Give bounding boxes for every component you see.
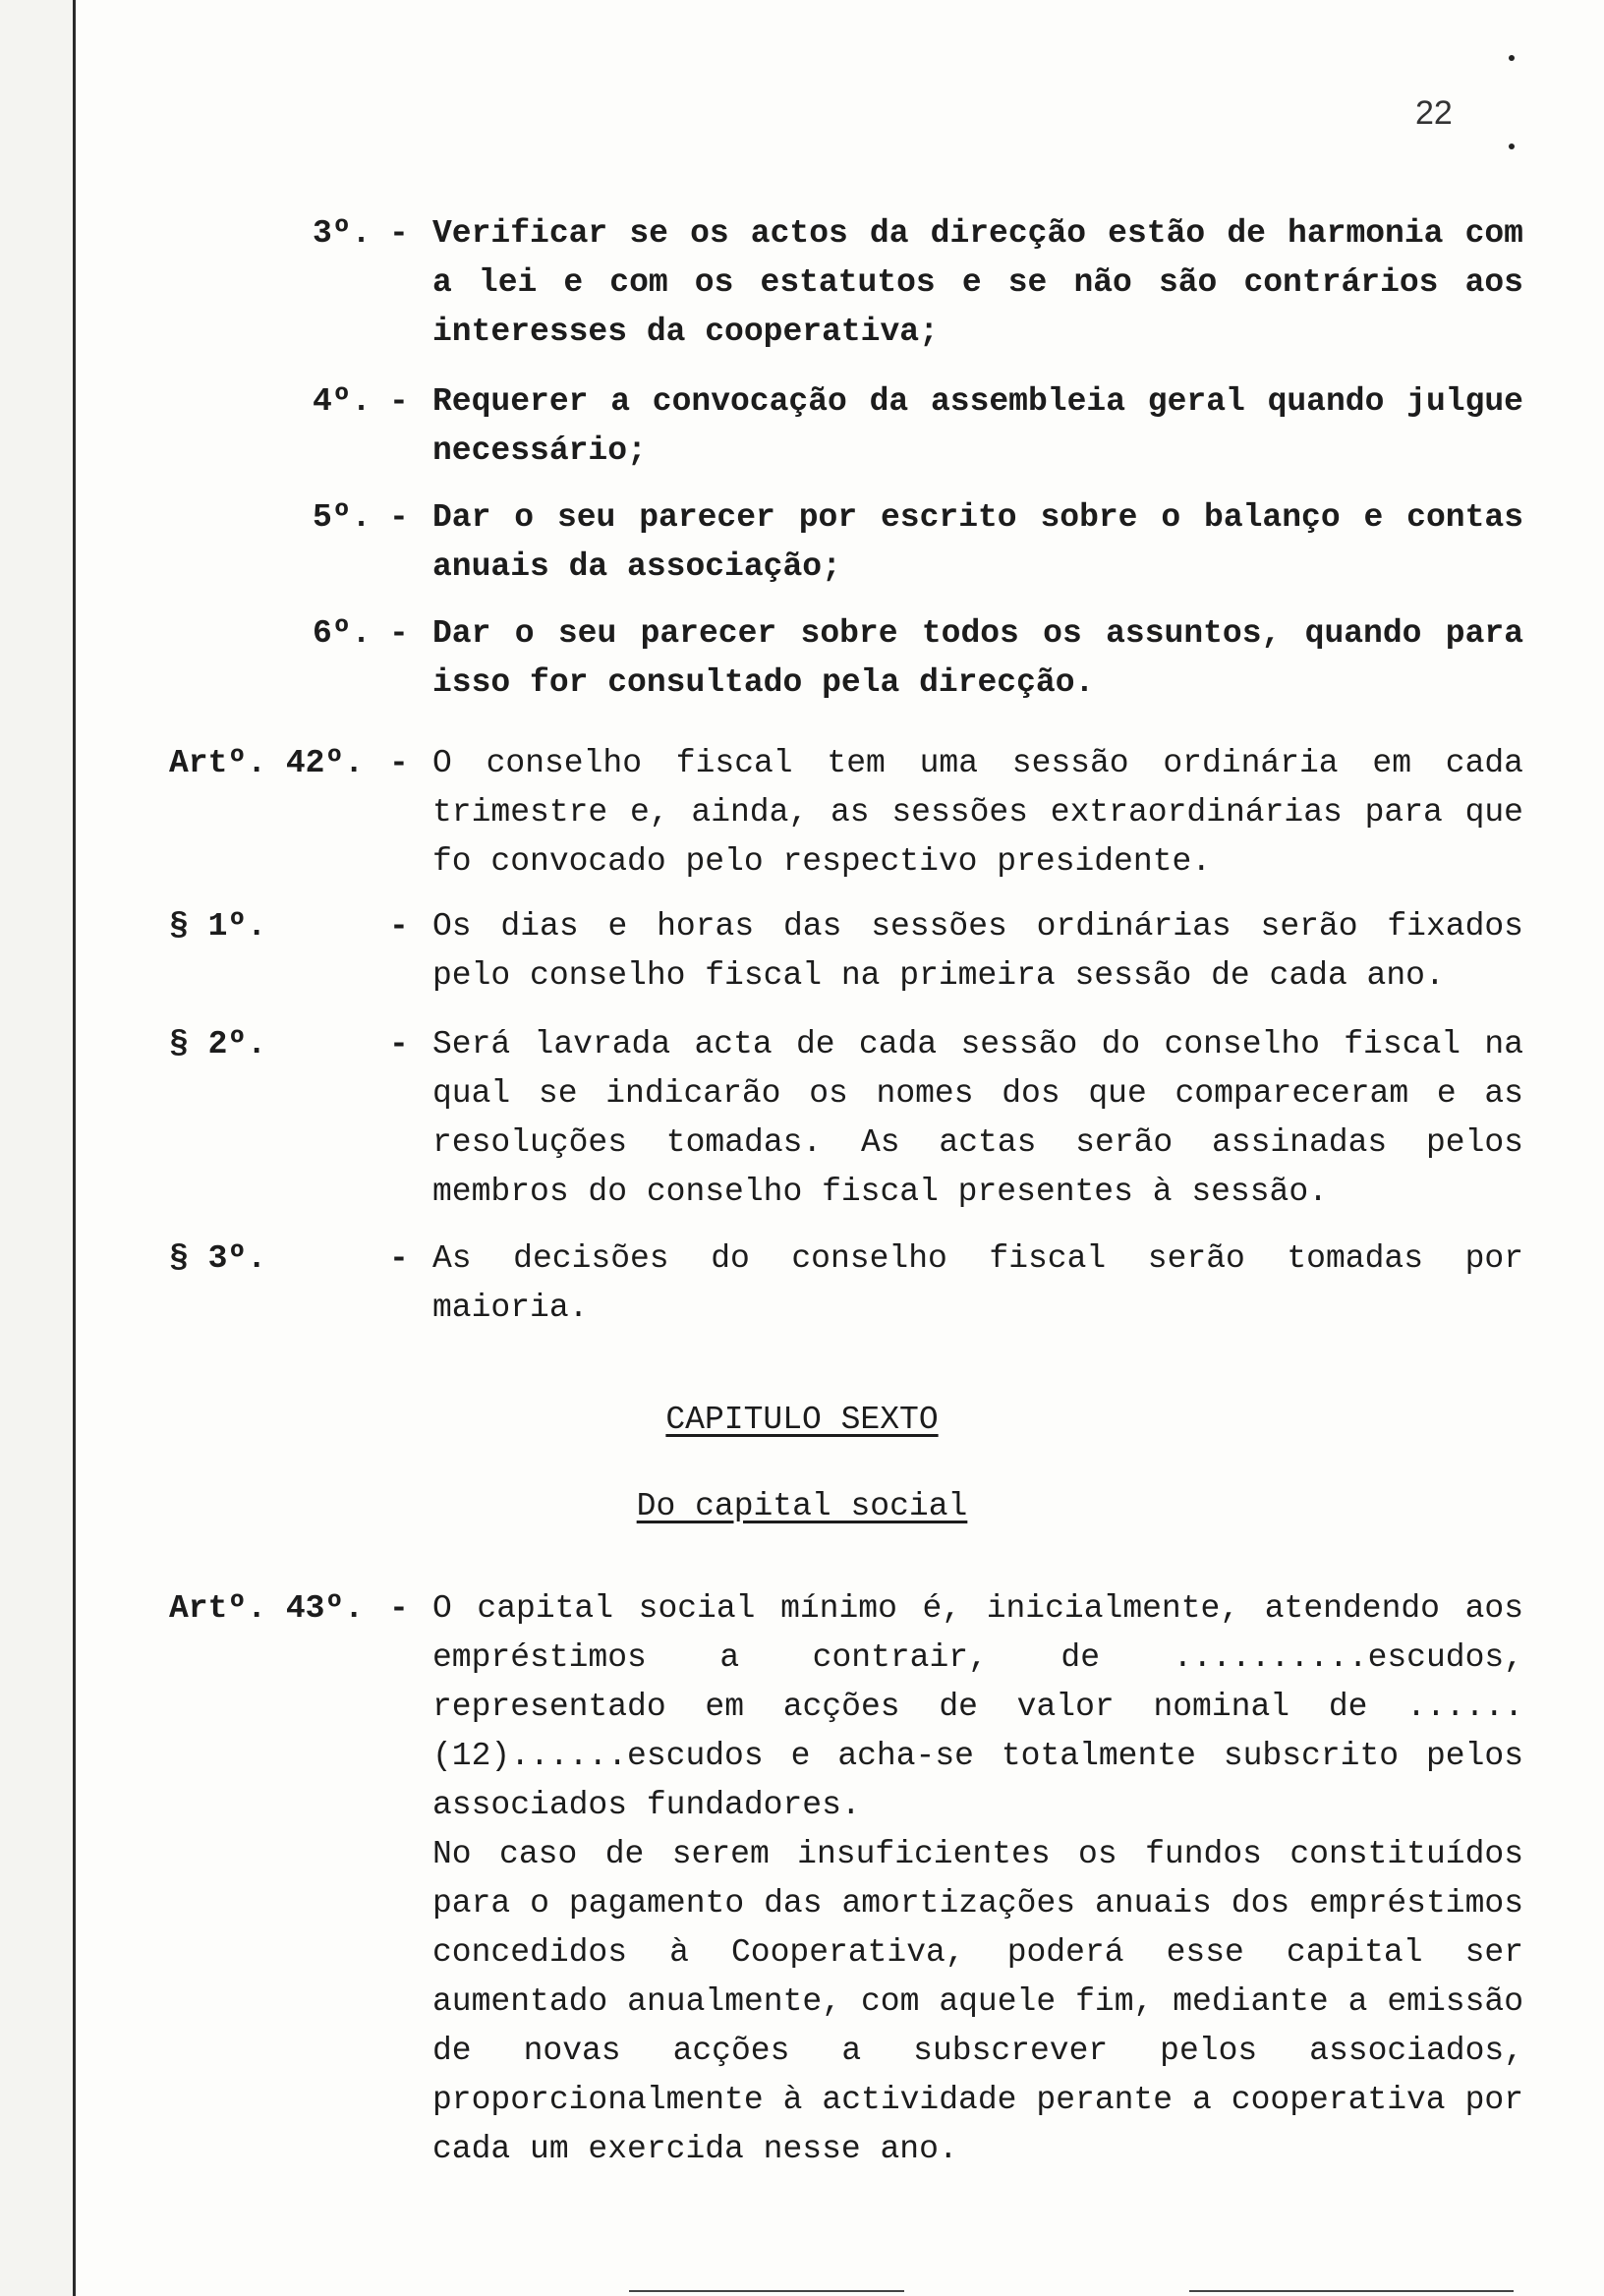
item-label: 4º. — [313, 383, 372, 420]
item-text: Requerer a convocação da assembleia geral quando julgue necessário; — [432, 383, 1523, 469]
item-dash: - — [389, 383, 409, 420]
page-binding-edge — [0, 0, 76, 2296]
item-dash: - — [389, 1240, 409, 1277]
item-dash: - — [389, 745, 409, 781]
footer-rule — [1189, 2290, 1514, 2292]
section-label: § 2º. — [169, 1026, 267, 1062]
item-dash: - — [389, 615, 409, 652]
section-text: Será lavrada acta de cada sessão do conselho fiscal na qual se indicarão os nomes dos que compareceram e as resoluções tomadas. As actas serão assinadas pelos membros do conselho fiscal presentes à sessão. — [432, 1026, 1523, 1210]
item-label: 5º. — [313, 499, 372, 536]
section-text: As decisões do conselho fiscal serão tomadas por maioria. — [432, 1240, 1523, 1326]
item-label: 3º. — [313, 215, 372, 252]
ink-speck — [1509, 144, 1515, 149]
chapter-title: CAPITULO SEXTO — [665, 1402, 939, 1438]
article-text: O conselho fiscal tem uma sessão ordinária em cada trimestre e, ainda, as sessões extraordinárias para que fo convocado pelo respectivo presidente. — [432, 745, 1523, 880]
item-dash: - — [389, 215, 409, 252]
page-number: 22 — [1415, 94, 1453, 132]
item-dash: - — [389, 1590, 409, 1627]
article-label: Artº. 43º. — [169, 1590, 365, 1627]
footer-rule — [629, 2290, 904, 2292]
article-label: Artº. 42º. — [169, 745, 365, 781]
article-text: O capital social mínimo é, inicialmente, atendendo aos empréstimos a contrair, de ..........escudos, representado em acções de valor nominal de ......(12)......escudos e acha-se totalmente subscrito pelos associados fundadores. — [432, 1590, 1523, 1823]
item-text: Dar o seu parecer sobre todos os assuntos, quando para isso for consultado pela direcção. — [432, 615, 1523, 701]
section-text: Os dias e horas das sessões ordinárias serão fixados pelo conselho fiscal na primeira sessão de cada ano. — [432, 908, 1523, 994]
section-label: § 1º. — [169, 908, 267, 945]
ink-speck — [1509, 55, 1515, 61]
item-label: 6º. — [313, 615, 372, 652]
item-text: Dar o seu parecer por escrito sobre o balanço e contas anuais da associação; — [432, 499, 1523, 585]
article-text-continued: No caso de serem insuficientes os fundos constituídos para o pagamento das amortizações anuais dos empréstimos concedidos à Cooperativa, poderá esse capital ser aumentado anualmente, com aquele fim, mediante a emissão de novas acções a subscrever pelos associados, proporcionalmente à actividade perante a cooperativa por cada um exercida nesse ano. — [432, 1836, 1523, 2167]
item-dash: - — [389, 1026, 409, 1062]
item-dash: - — [389, 499, 409, 536]
section-label: § 3º. — [169, 1240, 267, 1277]
chapter-subtitle: Do capital social — [636, 1488, 968, 1524]
item-dash: - — [389, 908, 409, 945]
item-text: Verificar se os actos da direcção estão de harmonia com a lei e com os estatutos e se não são contrários aos interesses da cooperativa; — [432, 215, 1523, 350]
